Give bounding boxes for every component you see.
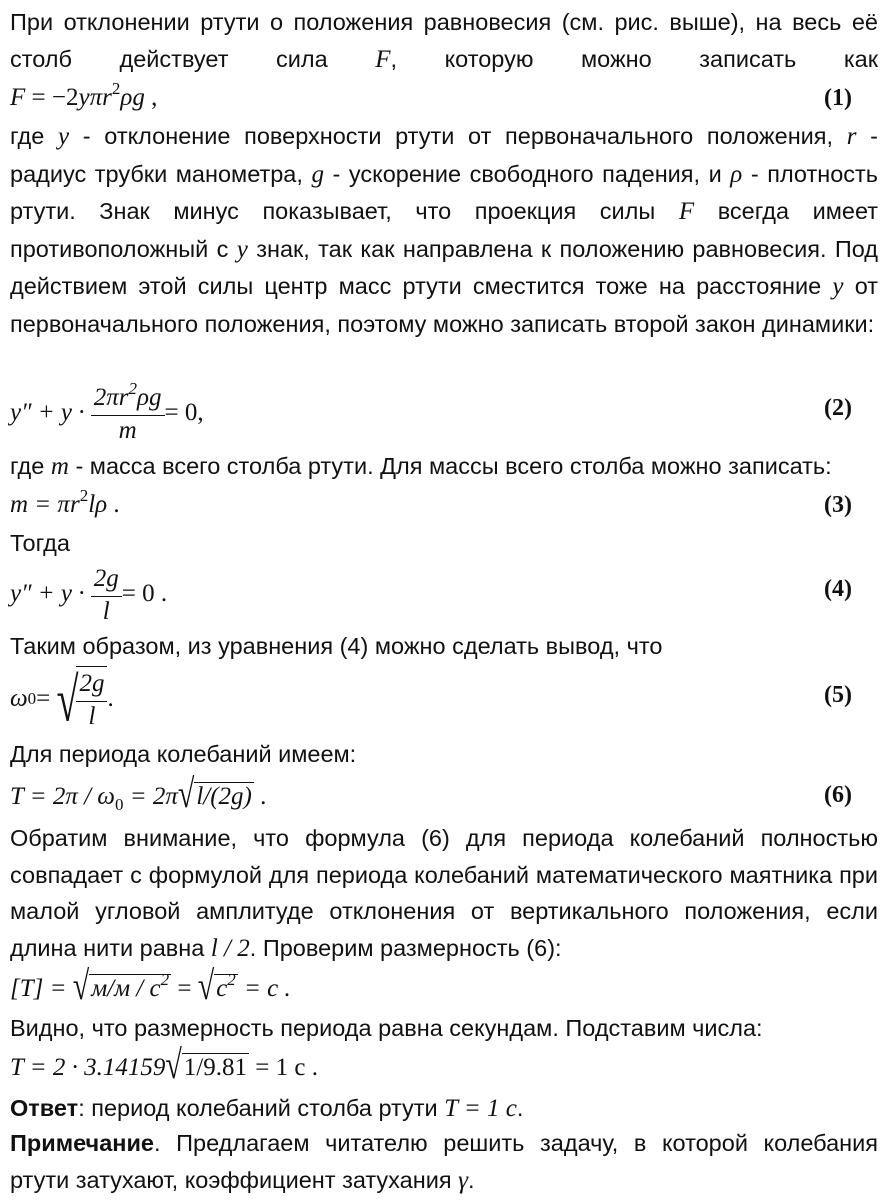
note-text: . Предлагаем читателю решить задачу, в которой колебания ртути затухают, коэффициент затухания <box>10 1130 878 1193</box>
eq7-mid: = <box>171 975 198 1002</box>
equation-7-dimension <box>10 966 878 1008</box>
mass-text: где <box>10 453 45 479</box>
eq1-rest: ρg <box>120 84 145 111</box>
def-text: всегда имеет противоположный с <box>10 198 878 262</box>
eq4-number: (4) <box>824 576 852 602</box>
eq2-denominator: m <box>118 416 137 444</box>
eq2-fraction <box>91 378 165 446</box>
eq2-numerator: 2πr <box>93 383 129 411</box>
eq7-tail: = с . <box>237 975 291 1002</box>
intro-paragraph <box>10 4 878 78</box>
note-text-end: . <box>467 1166 475 1193</box>
answer-label: Ответ <box>10 1095 79 1121</box>
comparison-text: Обратим внимание, что формула (6) для периода колебаний полностью совпадает с формулой для периода колебаний математического маятника при малой угловой амплитуде отклонения от вертикального положения, если длина нити равна <box>10 825 878 961</box>
intro-text: При отклонении ртути о положения равновесия (см. рис. выше), на весь её столб действует сила <box>10 9 878 72</box>
eq1-tail: , <box>144 84 158 111</box>
intro-text-end: , которую можно записать как <box>390 45 878 72</box>
eq8-tail: = 1 с . <box>249 1054 318 1081</box>
eq5-fraction <box>76 666 107 732</box>
eq5-numerator: 2g <box>76 667 107 702</box>
answer-text-end: . <box>516 1095 524 1121</box>
def-text: - плотность ртути. Знак минус показывает, что проекция силы <box>10 160 879 225</box>
sqrt-symbol: √ <box>177 772 195 817</box>
eq6-subscript: 0 <box>114 795 124 814</box>
eq7-lhs: [T] = <box>10 975 73 1002</box>
answer-paragraph <box>10 1090 878 1128</box>
equation-4 <box>10 560 878 628</box>
def-text: от первоначального положения, поэтому можно записать второй закон динамики: <box>10 273 879 337</box>
def-text: знак, так как направлена к положению равновесия. Под действием этой силы центр масс ртути сместится тоже на расстояние <box>10 235 878 300</box>
symbol-F: F <box>375 45 391 73</box>
eq5-tail: . <box>107 685 114 712</box>
conclusion-paragraph <box>10 628 878 665</box>
note-paragraph <box>10 1125 878 1199</box>
eq7-exponent-2: 2 <box>227 970 236 989</box>
answer-text: : период колебаний столба ртути <box>78 1095 438 1121</box>
eq2-exponent: 2 <box>128 378 137 398</box>
symbol-r: r <box>846 123 857 150</box>
comparison-paragraph <box>10 820 878 967</box>
eq3-rest: lρ <box>88 491 108 518</box>
substitution-paragraph <box>10 1010 878 1047</box>
eq3-lhs: m = πr <box>10 491 80 518</box>
symbol-y: y <box>58 123 70 150</box>
eq7-radicand-2: с <box>216 975 228 1002</box>
eq1-eqsign: = −2 <box>25 84 79 111</box>
eq1-exponent: 2 <box>111 79 121 98</box>
equation-1 <box>10 80 878 116</box>
symbol-y: y <box>236 235 248 263</box>
eq1-number: (1) <box>824 85 852 111</box>
eq6-number: (6) <box>824 782 852 808</box>
eq5-lhs: ω <box>10 685 28 712</box>
sqrt-symbol: √ <box>165 1043 182 1088</box>
eq1-term: yπr <box>78 84 112 111</box>
period-paragraph <box>10 736 878 773</box>
eq5-number: (5) <box>824 682 852 708</box>
symbol-m: m <box>50 453 69 480</box>
eq5-eqsign: = <box>36 685 51 712</box>
symbol-gamma: γ <box>458 1166 468 1194</box>
eq2-numerator-rest: ρg <box>137 383 162 411</box>
substitution-text: Видно, что размерность периода равна секундам. Подставим числа: <box>10 1015 763 1041</box>
eq7-exponent: 2 <box>160 970 170 989</box>
eq2-number: (2) <box>824 395 852 421</box>
then-paragraph <box>10 525 878 562</box>
equation-5: ω 0 = √ $\frac{2g}{l}$ . (5) <box>10 664 852 734</box>
symbol-y: y <box>832 273 844 301</box>
eq5-denominator: l <box>88 703 96 730</box>
sqrt-symbol: √ <box>197 964 215 1009</box>
equation-2 <box>10 378 878 448</box>
def-text: - радиус трубки манометра, <box>10 123 878 187</box>
mass-text: - масса всего столба ртути. Для массы всего столба можно записать: <box>75 453 832 479</box>
symbol-F: F <box>678 198 695 226</box>
eq3-number: (3) <box>824 492 852 518</box>
answer-expr: T = 1 с <box>444 1095 517 1122</box>
def-text: - отклонение поверхности ртути от первоначального положения, <box>82 123 834 149</box>
note-label: Примечание <box>10 1130 154 1156</box>
eq6-radicand: l/(2g) <box>196 783 252 810</box>
eq2-lhs: y″ + y · <box>10 399 85 426</box>
eq4-numerator: 2g <box>91 562 122 597</box>
period-text: Для периода колебаний имеем: <box>10 741 357 767</box>
then-text: Тогда <box>10 530 70 556</box>
comparison-text-end: . Проверим размерность (6): <box>249 934 562 961</box>
symbol-g: g <box>311 160 324 188</box>
eq7-radicand: м/м / с <box>91 975 161 1002</box>
def-text: где <box>10 123 45 149</box>
symbol-rho: ρ <box>730 160 743 188</box>
equation-6 <box>10 772 878 817</box>
eq2-rhs: = 0, <box>164 399 204 426</box>
mass-paragraph <box>10 448 878 486</box>
half-length-expr: l / 2 <box>210 934 250 962</box>
eq1-lhs: F <box>10 84 26 111</box>
eq3-exponent: 2 <box>79 486 89 505</box>
eq4-fraction <box>91 562 122 627</box>
equation-3 <box>10 487 878 523</box>
eq8-lhs: T = 2 · 3.14159 <box>10 1054 166 1081</box>
equation-8-numeric <box>10 1043 878 1088</box>
sqrt-symbol: √ <box>56 664 79 734</box>
eq3-tail: . <box>107 491 120 518</box>
eq6-mid: = 2π <box>123 783 178 810</box>
eq6-tail: . <box>253 783 267 810</box>
conclusion-text: Таким образом, из уравнения (4) можно сделать вывод, что <box>10 633 663 659</box>
eq4-denominator: l <box>102 597 110 625</box>
def-text: - ускорение свободного падения, и <box>332 160 722 187</box>
definitions-paragraph <box>10 118 878 343</box>
eq4-lhs: y″ + y · <box>10 580 85 607</box>
eq8-radicand: 1/9.81 <box>183 1054 247 1081</box>
eq6-lhs: T = 2π / ω <box>10 783 115 810</box>
eq4-rhs: = 0 . <box>121 580 168 607</box>
sqrt-symbol: √ <box>72 964 90 1009</box>
